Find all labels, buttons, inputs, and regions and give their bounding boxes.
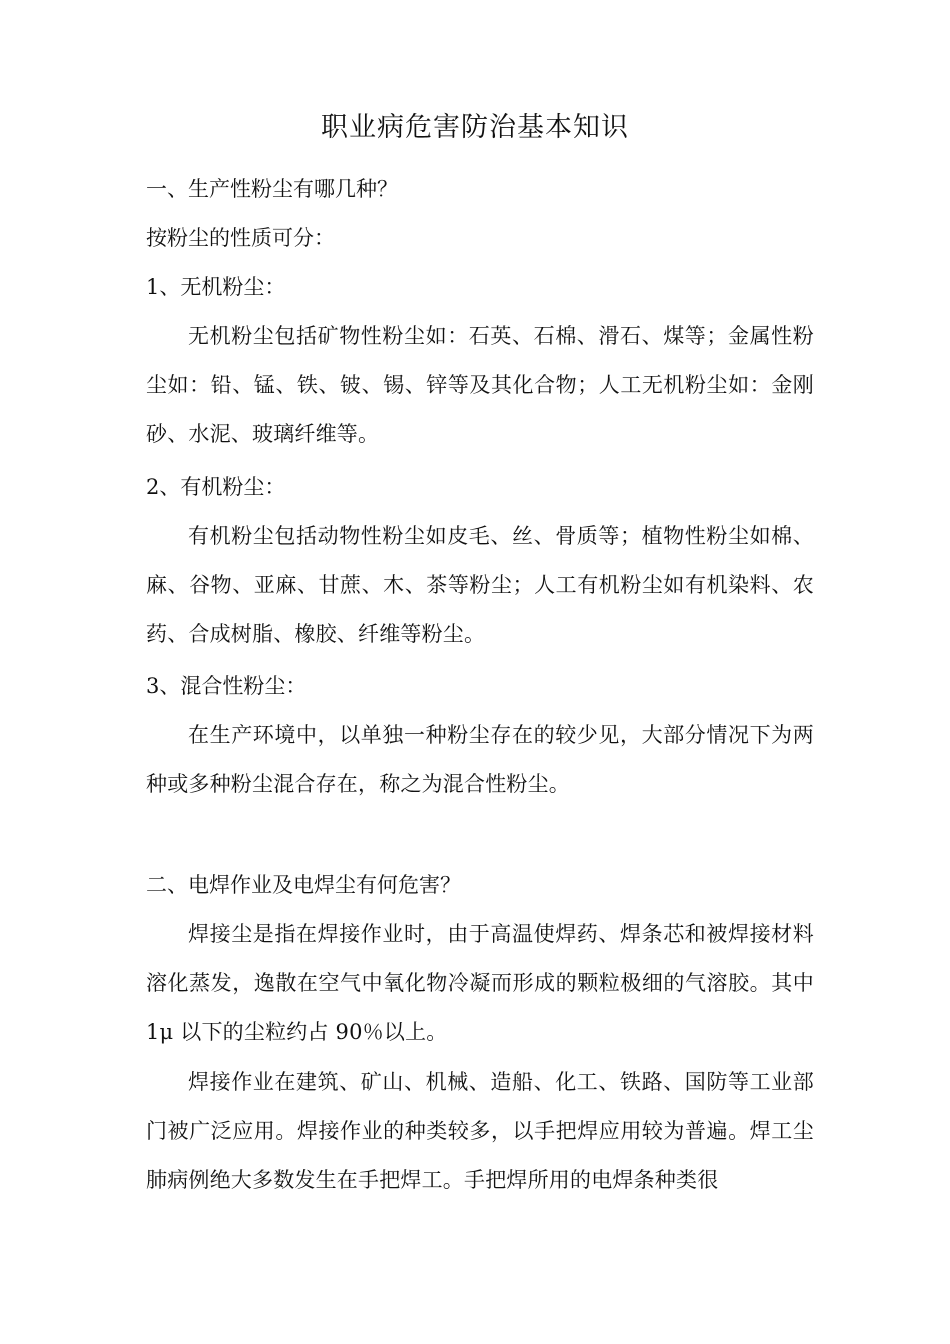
section2-paragraph-1: 焊接尘是指在焊接作业时，由于高温使焊药、焊条芯和被焊接材料溶化蒸发，逸散在空气中氧化物冷凝而形成的颗粒极细的气溶胶。其中 1μ 以下的尘粒约占 90％以上。 xyxy=(146,922,814,1044)
section2-heading: 二、电焊作业及电焊尘有何危害？ xyxy=(146,873,461,897)
section1-intro: 按粉尘的性质可分： xyxy=(146,226,335,250)
item2-label: 2、有机粉尘： xyxy=(146,475,286,499)
section2-paragraph-2: 焊接作业在建筑、矿山、机械、造船、化工、铁路、国防等工业部门被广泛应用。焊接作业的种类较多，以手把焊应用较为普遍。焊工尘肺病例绝大多数发生在手把焊工。手把焊所用的电焊条种类很 xyxy=(146,1070,814,1192)
item1-paragraph: 无机粉尘包括矿物性粉尘如：石英、石棉、滑石、煤等；金属性粉尘如：铅、锰、铁、铍、锡、锌等及其化合物；人工无机粉尘如：金刚砂、水泥、玻璃纤维等。 xyxy=(146,324,814,446)
section1-heading: 一、生产性粉尘有哪几种？ xyxy=(146,177,398,201)
item3-label: 3、混合性粉尘： xyxy=(146,674,307,698)
item2-paragraph: 有机粉尘包括动物性粉尘如皮毛、丝、骨质等；植物性粉尘如棉、麻、谷物、亚麻、甘蔗、木、茶等粉尘；人工有机粉尘如有机染料、农药、合成树脂、橡胶、纤维等粉尘。 xyxy=(146,524,814,646)
item3-paragraph: 在生产环境中，以单独一种粉尘存在的较少见，大部分情况下为两种或多种粉尘混合存在，称之为混合性粉尘。 xyxy=(146,723,814,796)
document-title: 职业病危害防治基本知识 xyxy=(321,112,629,143)
item1-label: 1、无机粉尘： xyxy=(146,275,286,299)
